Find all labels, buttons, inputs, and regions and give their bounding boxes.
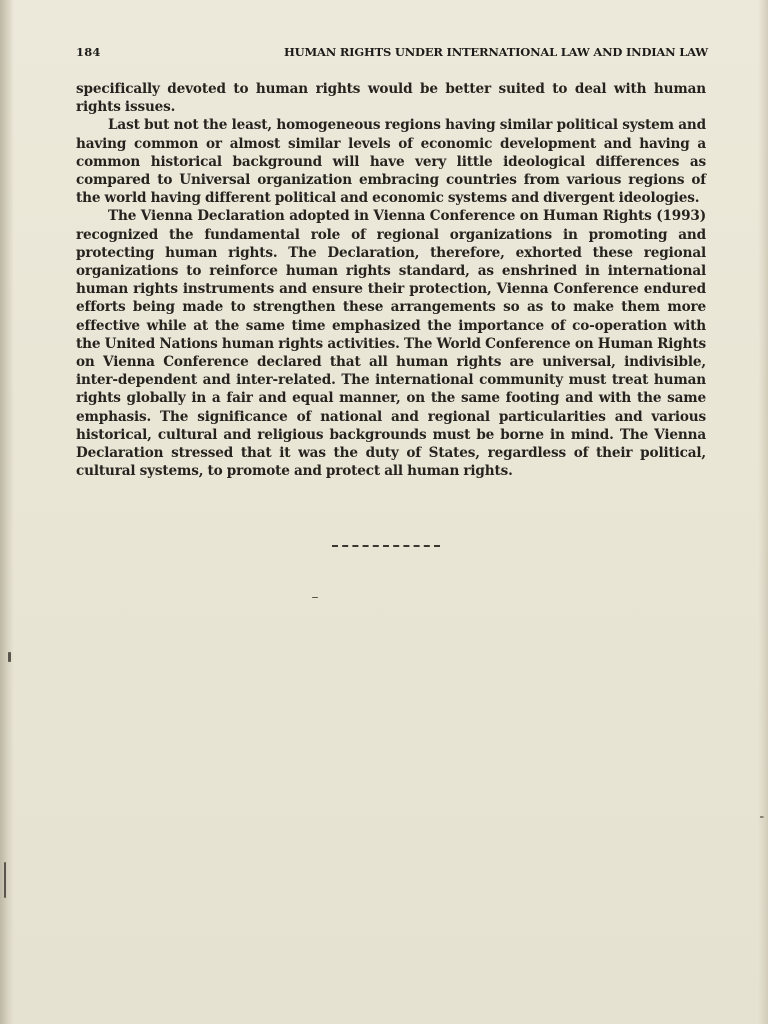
running-header-title: HUMAN RIGHTS UNDER INTERNATIONAL LAW AND INDIAN LAW	[283, 45, 708, 59]
running-header	[76, 45, 708, 65]
section-end-divider	[332, 545, 440, 547]
paragraph-regional-homogeneity: Last but not the least, homogeneous regions having similar political system and having common or almost similar levels of economic development and having a common historical background will have very little ideological differences as compared to Universal organization embracing countries from various regions of the world having different political and economic systems and divergent ideologies.	[76, 117, 706, 207]
paragraph-continuation: specifically devoted to human rights would be better suited to deal with human rights issues.	[76, 81, 706, 116]
page-number: 184	[76, 45, 101, 59]
page-blemish	[8, 652, 11, 662]
page-blemish	[4, 862, 6, 898]
page-blemish	[312, 597, 318, 598]
page-blemish	[760, 816, 764, 818]
body-text	[76, 80, 706, 480]
paragraph-vienna-declaration: The Vienna Declaration adopted in Vienna Conference on Human Rights (1993) recognized the fundamental role of regional organizations in promoting and protecting human rights. The Declaration, therefore, exhorted these regional organizations to reinforce human rights standard, as enshrined in international human rights instruments and ensure their protection, Vienna Conference endured efforts being made to strengthen these arrangements so as to make them more effective while at the same time emphasized the importance of co-operation with the United Nations human rights activities. The World Conference on Human Rights on Vienna Conference declared that all human rights are universal, indivisible, inter-dependent and inter-related. The international community must treat human rights globally in a fair and equal manner, on the same footing and with the same emphasis. The significance of national and regional particularities and various historical, cultural and religious backgrounds must be borne in mind. The Vienna Declaration stressed that it was the duty of States, regardless of their political, cultural systems, to promote and protect all human rights.	[76, 208, 706, 480]
